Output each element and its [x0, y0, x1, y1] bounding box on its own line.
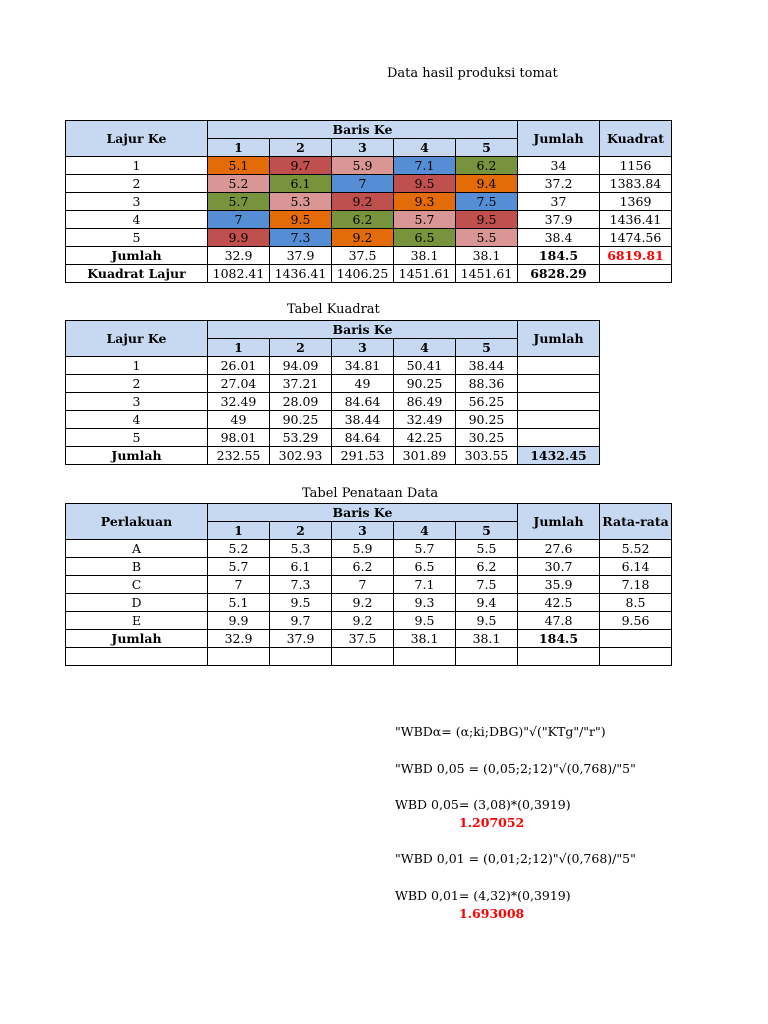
table3-title: Tabel Penataan Data [302, 486, 439, 501]
data-cell: 42.25 [394, 429, 456, 447]
data-cell: 9.4 [456, 594, 518, 612]
rata-cell: 6.14 [600, 558, 672, 576]
data-cell: 38.44 [456, 357, 518, 375]
baris-col-header: 5 [456, 339, 518, 357]
data-cell: 94.09 [270, 357, 332, 375]
treatment-cell: 6.5 [394, 229, 456, 247]
production-data-table [65, 120, 672, 283]
treatment-cell: 5.7 [394, 211, 456, 229]
treatment-cell: 9.2 [332, 193, 394, 211]
row-label: Kuadrat Lajur [66, 265, 208, 283]
row-label: 1 [66, 357, 208, 375]
baris-col-header: 4 [394, 139, 456, 157]
table2-body [66, 357, 600, 447]
data-cell: 34.81 [332, 357, 394, 375]
row-label: 5 [66, 429, 208, 447]
row-label: Jumlah [66, 247, 208, 265]
row-label: B [66, 558, 208, 576]
data-cell: 38.1 [394, 630, 456, 648]
table3-body [66, 540, 672, 630]
kuadrat-cell: 1369 [600, 193, 672, 211]
table-row [66, 229, 672, 247]
data-cell: 9.9 [208, 612, 270, 630]
baris-col-header: 1 [208, 522, 270, 540]
data-cell: 30.25 [456, 429, 518, 447]
data-cell: 32.49 [394, 411, 456, 429]
baris-col-header: 2 [270, 522, 332, 540]
baris-col-header: 3 [332, 339, 394, 357]
treatment-cell: 9.5 [270, 211, 332, 229]
jumlah-cell: 27.6 [518, 540, 600, 558]
row-label: Jumlah [66, 447, 208, 465]
arrangement-table [65, 503, 672, 666]
baris-header: Baris Ke [208, 121, 518, 139]
row-label: 4 [66, 411, 208, 429]
data-cell: 86.49 [394, 393, 456, 411]
table-row [66, 157, 672, 175]
data-cell: 38.1 [456, 247, 518, 265]
table-row [66, 411, 600, 429]
treatment-cell: 6.1 [270, 175, 332, 193]
jumlah-cell: 34 [518, 157, 600, 175]
treatment-cell: 5.9 [332, 157, 394, 175]
data-cell: 9.3 [394, 594, 456, 612]
total-row [66, 247, 672, 265]
row-label: E [66, 612, 208, 630]
data-cell: 6.2 [456, 558, 518, 576]
data-cell: 37.21 [270, 375, 332, 393]
lajur-header: Lajur Ke [66, 321, 208, 357]
row-label: 5 [66, 229, 208, 247]
treatment-cell: 9.5 [394, 175, 456, 193]
data-cell: 5.3 [270, 540, 332, 558]
treatment-cell: 7.3 [270, 229, 332, 247]
data-cell: 28.09 [270, 393, 332, 411]
data-cell: 7.1 [394, 576, 456, 594]
data-cell: 5.1 [208, 594, 270, 612]
treatment-cell: 6.2 [456, 157, 518, 175]
treatment-cell: 7.5 [456, 193, 518, 211]
treatment-cell: 7.1 [394, 157, 456, 175]
kuadrat-cell: 1474.56 [600, 229, 672, 247]
treatment-cell: 5.7 [208, 193, 270, 211]
rata-cell: 7.18 [600, 576, 672, 594]
wbd001-result: 1.693008 [459, 906, 525, 921]
treatment-cell: 5.1 [208, 157, 270, 175]
data-cell: 88.36 [456, 375, 518, 393]
jumlah-cell: 37.9 [518, 211, 600, 229]
data-cell: 9.2 [332, 594, 394, 612]
data-cell: 7 [208, 576, 270, 594]
data-cell: 37.5 [332, 630, 394, 648]
treatment-cell: 9.9 [208, 229, 270, 247]
grand-total-cell: 184.5 [518, 247, 600, 265]
rata-header: Rata-rata [600, 504, 672, 540]
wbd001-calculation: WBD 0,01= (4,32)*(0,3919) [395, 888, 571, 903]
data-cell: 9.2 [332, 612, 394, 630]
data-cell: 26.01 [208, 357, 270, 375]
data-cell: 9.5 [394, 612, 456, 630]
data-cell: 6.1 [270, 558, 332, 576]
data-cell: 84.64 [332, 393, 394, 411]
data-cell: 5.5 [456, 540, 518, 558]
empty-cell [600, 630, 672, 648]
row-label: 2 [66, 375, 208, 393]
baris-col-header: 4 [394, 339, 456, 357]
data-cell: 301.89 [394, 447, 456, 465]
jumlah-cell: 35.9 [518, 576, 600, 594]
row-label: 4 [66, 211, 208, 229]
data-cell: 38.44 [332, 411, 394, 429]
baris-col-header: 5 [456, 522, 518, 540]
data-cell: 32.9 [208, 247, 270, 265]
kuadrat-cell: 1436.41 [600, 211, 672, 229]
total-row [66, 630, 672, 648]
treatment-cell: 9.5 [456, 211, 518, 229]
jumlah-cell: 47.8 [518, 612, 600, 630]
table1-body [66, 157, 672, 247]
table-row [66, 540, 672, 558]
data-cell: 90.25 [456, 411, 518, 429]
baris-col-header: 1 [208, 139, 270, 157]
treatment-cell: 7 [332, 175, 394, 193]
data-cell: 38.1 [394, 247, 456, 265]
total-row [66, 447, 600, 465]
empty-cell [66, 648, 208, 666]
perlakuan-header: Perlakuan [66, 504, 208, 540]
table2-title: Tabel Kuadrat [287, 302, 380, 317]
table1-title: Data hasil produksi tomat [387, 66, 558, 81]
table-row [66, 393, 600, 411]
row-label: 3 [66, 393, 208, 411]
data-cell: 37.5 [332, 247, 394, 265]
lajur-header: Lajur Ke [66, 121, 208, 157]
grand-total-cell: 184.5 [518, 630, 600, 648]
row-label: 2 [66, 175, 208, 193]
jumlah-cell [518, 357, 600, 375]
data-cell: 7.5 [456, 576, 518, 594]
treatment-cell: 5.3 [270, 193, 332, 211]
wbd005-equation: "WBD 0,05 = (0,05;2;12)"√(0,768)/"5" [395, 761, 636, 776]
data-cell: 38.1 [456, 630, 518, 648]
baris-col-header: 2 [270, 339, 332, 357]
data-cell: 49 [332, 375, 394, 393]
data-cell: 9.5 [270, 594, 332, 612]
table-row [66, 429, 600, 447]
data-cell: 50.41 [394, 357, 456, 375]
jumlah-cell [518, 375, 600, 393]
data-cell: 5.2 [208, 540, 270, 558]
data-cell: 291.53 [332, 447, 394, 465]
data-cell: 37.9 [270, 630, 332, 648]
rata-cell: 8.5 [600, 594, 672, 612]
data-cell: 302.93 [270, 447, 332, 465]
jumlah-cell: 37.2 [518, 175, 600, 193]
data-cell: 7 [332, 576, 394, 594]
data-cell: 5.7 [394, 540, 456, 558]
kuadrat-total-cell: 6819.81 [600, 247, 672, 265]
treatment-cell: 5.2 [208, 175, 270, 193]
kuadrat-cell: 1383.84 [600, 175, 672, 193]
data-cell: 7.3 [270, 576, 332, 594]
data-cell: 90.25 [270, 411, 332, 429]
treatment-cell: 5.5 [456, 229, 518, 247]
treatment-cell: 9.4 [456, 175, 518, 193]
baris-col-header: 3 [332, 522, 394, 540]
data-cell: 1436.41 [270, 265, 332, 283]
jumlah-cell: 30.7 [518, 558, 600, 576]
table-row [66, 612, 672, 630]
jumlah-cell: 38.4 [518, 229, 600, 247]
row-label: 3 [66, 193, 208, 211]
data-cell: 1451.61 [456, 265, 518, 283]
wbd005-calculation: WBD 0,05= (3,08)*(0,3919) [395, 797, 571, 812]
table-row [66, 594, 672, 612]
row-label: C [66, 576, 208, 594]
wbd-general-formula: "WBDα= (α;ki;DBG)"√("KTg"/"r") [395, 724, 606, 739]
kuadrat-header: Kuadrat [600, 121, 672, 157]
kuadrat-lajur-total-cell: 6828.29 [518, 265, 600, 283]
data-cell: 303.55 [456, 447, 518, 465]
data-cell: 84.64 [332, 429, 394, 447]
jumlah-cell [518, 411, 600, 429]
baris-col-header: 3 [332, 139, 394, 157]
data-cell: 56.25 [456, 393, 518, 411]
table-row [66, 211, 672, 229]
baris-col-header: 4 [394, 522, 456, 540]
data-cell: 6.2 [332, 558, 394, 576]
empty-cell [456, 648, 518, 666]
row-label: A [66, 540, 208, 558]
baris-col-header: 5 [456, 139, 518, 157]
data-cell: 5.9 [332, 540, 394, 558]
row-label: Jumlah [66, 630, 208, 648]
grand-total-cell: 1432.45 [518, 447, 600, 465]
baris-col-header: 1 [208, 339, 270, 357]
table-row [66, 576, 672, 594]
rata-cell: 9.56 [600, 612, 672, 630]
jumlah-header: Jumlah [518, 321, 600, 357]
table-row [66, 375, 600, 393]
squares-table [65, 320, 600, 465]
wbd005-result: 1.207052 [459, 815, 525, 830]
empty-cell [600, 265, 672, 283]
data-cell: 5.7 [208, 558, 270, 576]
table-row [66, 175, 672, 193]
data-cell: 49 [208, 411, 270, 429]
treatment-cell: 7 [208, 211, 270, 229]
data-cell: 37.9 [270, 247, 332, 265]
data-cell: 32.49 [208, 393, 270, 411]
empty-cell [270, 648, 332, 666]
data-cell: 6.5 [394, 558, 456, 576]
jumlah-header: Jumlah [518, 504, 600, 540]
baris-header: Baris Ke [208, 504, 518, 522]
data-cell: 27.04 [208, 375, 270, 393]
empty-cell [600, 648, 672, 666]
empty-cell [332, 648, 394, 666]
data-cell: 9.5 [456, 612, 518, 630]
kuadrat-lajur-row [66, 265, 672, 283]
treatment-cell: 9.2 [332, 229, 394, 247]
table-row [66, 357, 600, 375]
data-cell: 1082.41 [208, 265, 270, 283]
baris-header: Baris Ke [208, 321, 518, 339]
data-cell: 90.25 [394, 375, 456, 393]
wbd001-equation: "WBD 0,01 = (0,01;2;12)"√(0,768)/"5" [395, 851, 636, 866]
data-cell: 9.7 [270, 612, 332, 630]
empty-cell [208, 648, 270, 666]
empty-cell [394, 648, 456, 666]
data-cell: 53.29 [270, 429, 332, 447]
baris-col-header: 2 [270, 139, 332, 157]
jumlah-header: Jumlah [518, 121, 600, 157]
data-cell: 1406.25 [332, 265, 394, 283]
jumlah-cell [518, 393, 600, 411]
treatment-cell: 9.7 [270, 157, 332, 175]
jumlah-cell [518, 429, 600, 447]
jumlah-cell: 42.5 [518, 594, 600, 612]
empty-cell [518, 648, 600, 666]
data-cell: 98.01 [208, 429, 270, 447]
blank-row [66, 648, 672, 666]
kuadrat-cell: 1156 [600, 157, 672, 175]
treatment-cell: 6.2 [332, 211, 394, 229]
table-row [66, 558, 672, 576]
jumlah-cell: 37 [518, 193, 600, 211]
row-label: D [66, 594, 208, 612]
row-label: 1 [66, 157, 208, 175]
data-cell: 1451.61 [394, 265, 456, 283]
treatment-cell: 9.3 [394, 193, 456, 211]
data-cell: 232.55 [208, 447, 270, 465]
table-row [66, 193, 672, 211]
rata-cell: 5.52 [600, 540, 672, 558]
data-cell: 32.9 [208, 630, 270, 648]
